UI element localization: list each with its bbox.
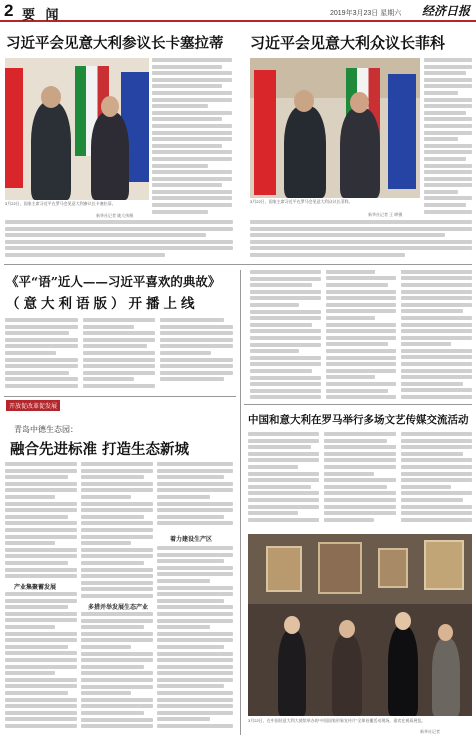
caption-casellati: 3月22日，国家主席习近平在罗马会见意大利参议长卡塞拉蒂。 [5,201,116,206]
subhead-1: 产业集聚蓄发展 [14,584,57,591]
subhead-3: 多措并举发展生态产业 [88,604,149,611]
masthead: 经济日报 [421,4,470,18]
headline-culture: 中国和意大利在罗马举行多场文艺传媒交流活动 [248,414,469,426]
issue-date: 2019年3月23日 星期六 [330,10,402,17]
kicker-development: 青岛中德生态园： [14,425,78,434]
section-name: 要 闻 [22,8,62,23]
headline-fico: 习近平会见意大利众议长菲科 [250,34,446,52]
photo-casellati [5,58,149,200]
photo-fico [250,58,420,198]
credit-casellati: 新华社记者 姚大伟摄 [96,213,134,218]
headline-classics-line2: （意大利语版）开播上线 [6,296,199,312]
headline-development: 融合先进标准 打造生态新城 [10,441,190,458]
credit-fico: 新华社记者 王 晔摄 [368,212,403,217]
credit-culture: 新华社记者 [420,729,440,734]
page-header [0,0,476,22]
headline-casellati: 习近平会见意大利参议长卡塞拉蒂 [6,35,224,52]
caption-fico: 3月22日，国家主席习近平在罗马会见意大利众议长菲科。 [250,199,353,204]
caption-culture: 3月22日，在中国驻意大利大使馆举办的“中国国家形象宣传片”全球首播活动现场，嘉宾在观看展览。 [248,718,426,723]
page-number: 2 [4,1,14,20]
photo-culture [248,534,472,716]
subhead-2: 着力建设生产区 [170,536,213,543]
column-tag: 开放促改革促发展 [6,400,60,411]
headline-classics-line1: 《平“语”近人——习近平喜欢的典故》 [6,274,221,289]
